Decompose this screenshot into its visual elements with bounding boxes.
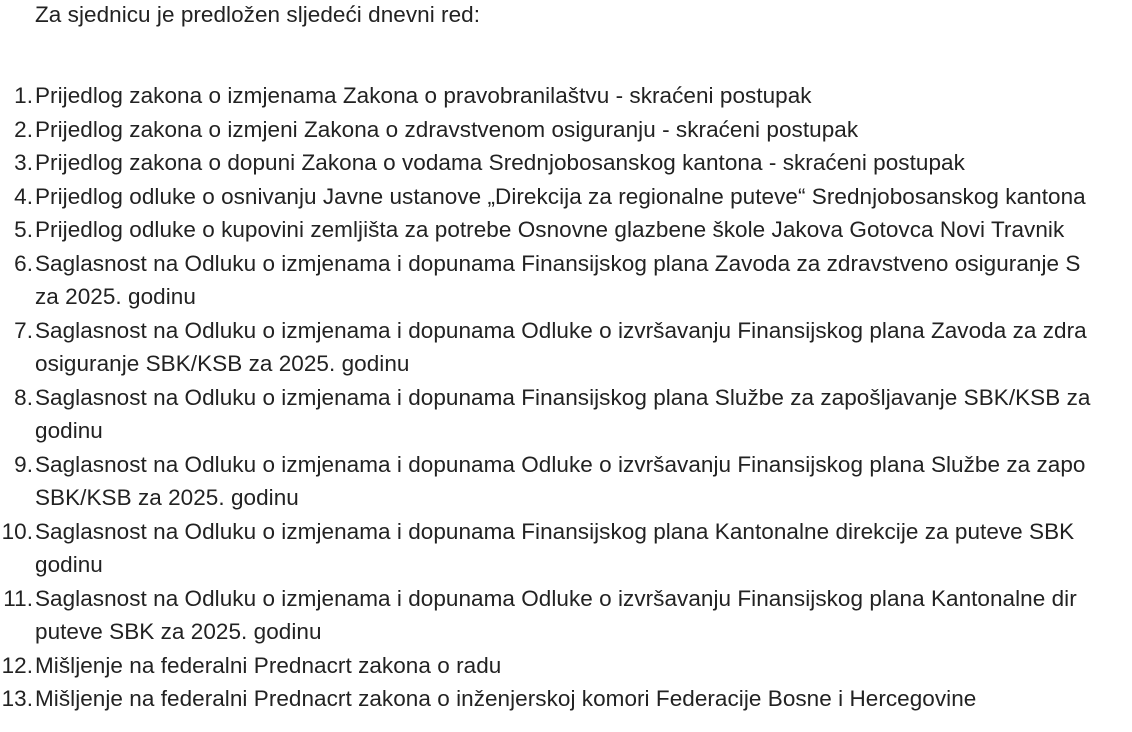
agenda-item-text: Mišljenje na federalni Prednacrt zakona o inženjerskoj komori Federacije Bosne i Hercegovine xyxy=(35,686,977,711)
agenda-item xyxy=(0,649,1132,683)
agenda-item-number: 12. xyxy=(1,652,33,678)
agenda-item-text-continued: za 2025. godinu xyxy=(35,284,196,309)
agenda-item-number: 3. xyxy=(14,150,33,175)
agenda-item xyxy=(0,180,1132,214)
agenda-item-text-continued: osiguranje SBK/KSB za 2025. godinu xyxy=(35,351,410,376)
agenda-item xyxy=(0,247,1132,314)
agenda-item-text: Saglasnost na Odluku o izmjenama i dopunama Finansijskog plana Zavoda za zdravstveno osiguranje S xyxy=(35,250,1081,276)
agenda-item-number: 6. xyxy=(14,250,33,276)
agenda-item-text: Saglasnost na Odluku o izmjenama i dopunama Finansijskog plana Kantonalne direkcije za puteve SBK xyxy=(35,518,1075,544)
agenda-list xyxy=(0,79,1132,716)
agenda-item xyxy=(0,448,1132,515)
agenda-item-text: Prijedlog zakona o izmjeni Zakona o zdravstvenom osiguranju - skraćeni postupak xyxy=(35,116,859,142)
agenda-item xyxy=(0,146,1132,180)
agenda-item-number: 11. xyxy=(3,585,33,611)
agenda-item xyxy=(0,682,1132,716)
agenda-item-text: Prijedlog zakona o izmjenama Zakona o pravobranilaštvu - skraćeni postupak xyxy=(35,83,812,108)
agenda-item-text: Saglasnost na Odluku o izmjenama i dopunama Finansijskog plana Službe za zapošljavanje SBK/KSB za xyxy=(35,384,1091,410)
agenda-item-text: Mišljenje na federalni Prednacrt zakona o radu xyxy=(35,652,502,678)
intro-text: Za sjednicu je predložen sljedeći dnevni red: xyxy=(35,2,481,27)
agenda-item xyxy=(0,582,1132,649)
agenda-item-text-continued: godinu xyxy=(35,552,103,577)
agenda-item-text-continued: SBK/KSB za 2025. godinu xyxy=(35,485,299,510)
agenda-item xyxy=(0,314,1132,381)
agenda-item-number: 13. xyxy=(1,686,33,711)
agenda-item xyxy=(0,381,1132,448)
agenda-item-number: 5. xyxy=(14,217,33,242)
agenda-item-number: 10. xyxy=(1,518,33,544)
agenda-item-text: Saglasnost na Odluku o izmjenama i dopunama Odluke o izvršavanju Finansijskog plana Zavoda za zdra xyxy=(35,317,1087,343)
agenda-item-text: Saglasnost na Odluku o izmjenama i dopunama Odluke o izvršavanju Finansijskog plana Službe za zapo xyxy=(35,451,1086,477)
agenda-item-text-continued: puteve SBK za 2025. godinu xyxy=(35,619,322,644)
agenda-item-text: Saglasnost na Odluku o izmjenama i dopunama Odluke o izvršavanju Finansijskog plana Kantonalne dir xyxy=(35,585,1077,611)
agenda-item-text: Prijedlog odluke o osnivanju Javne ustanove „Direkcija za regionalne puteve“ Srednjobosanskog kantona xyxy=(35,183,1086,209)
agenda-item-text: Prijedlog odluke o kupovini zemljišta za potrebe Osnovne glazbene škole Jakova Gotovca Novi Travnik xyxy=(35,217,1065,242)
agenda-item xyxy=(0,213,1132,247)
agenda-item xyxy=(0,113,1132,147)
agenda-item-number: 4. xyxy=(14,183,33,209)
agenda-item-number: 9. xyxy=(14,451,33,477)
agenda-item xyxy=(0,515,1132,582)
agenda-item-number: 2. xyxy=(14,116,33,142)
agenda-item-number: 8. xyxy=(14,384,33,410)
agenda-item xyxy=(0,79,1132,113)
agenda-item-number: 7. xyxy=(14,317,33,343)
agenda-item-text-continued: godinu xyxy=(35,418,103,443)
agenda-item-number: 1. xyxy=(14,83,33,108)
agenda-item-text: Prijedlog zakona o dopuni Zakona o vodama Srednjobosanskog kantona - skraćeni postupak xyxy=(35,150,965,175)
